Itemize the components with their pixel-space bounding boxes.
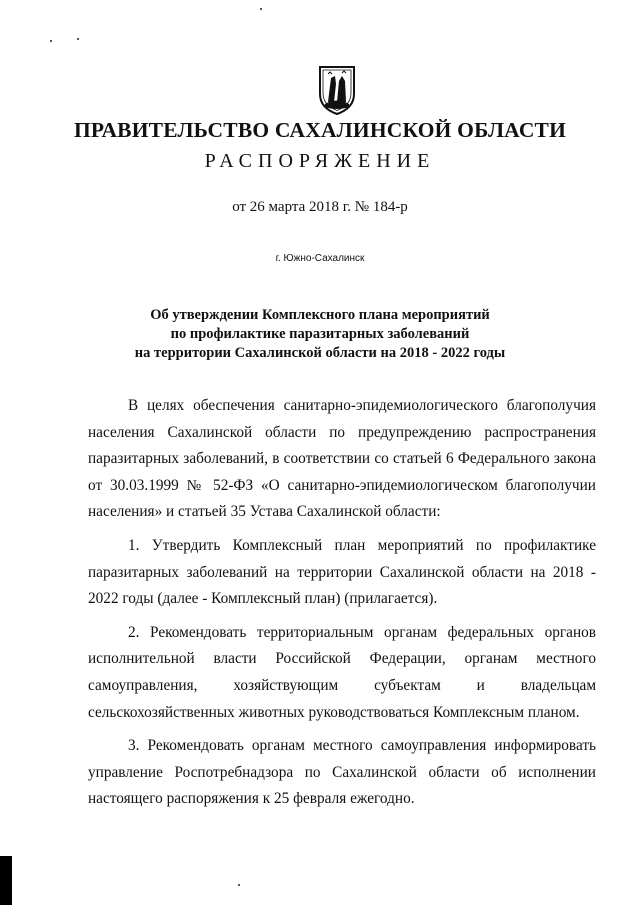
document-subject (60, 306, 580, 363)
coat-of-arms-icon (316, 64, 358, 116)
item-paragraph: 3. Рекомендовать органам местного самоуправления информировать управление Роспотребнадзора по Сахалинской области об исполнении настоящего распоряжения к 25 февраля ежегодно. (88, 737, 596, 808)
subject-line: Об утверждении Комплексного плана мероприятий (150, 307, 490, 323)
scan-speck (77, 38, 79, 40)
document-body (88, 393, 596, 813)
city-line: г. Южно-Сахалинск (275, 253, 365, 264)
scan-speck (50, 40, 52, 42)
subject-line: на территории Сахалинской области на 2018 - 2022 годы (134, 345, 506, 361)
scan-speck (260, 8, 262, 10)
scan-edge-mark (0, 856, 12, 905)
organization-title: ПРАВИТЕЛЬСТВО САХАЛИНСКОЙ ОБЛАСТИ (73, 118, 567, 142)
item-paragraph: 1. Утвердить Комплексный план мероприятий по профилактике паразитарных заболеваний на территории Сахалинской области на 2018 - 2022 годы (далее - Комплексный план) (прилагается). (88, 536, 596, 608)
document-type: РАСПОРЯЖЕНИЕ (204, 150, 436, 172)
date-number: от 26 марта 2018 г. № 184-р (232, 199, 408, 215)
item-paragraph: 2. Рекомендовать территориальным органам федеральных органов исполнительной власти Российской Федерации, органам местного самоуправления, хозяйствующим субъектам и владельцам сельскохозяйственных животных руководствоваться Комплексным планом. (88, 623, 596, 721)
preamble-paragraph: В целях обеспечения санитарно-эпидемиологического благополучия населения Сахалинской области по предупреждению распространения паразитарных заболеваний, в соответствии со статьей 6 Федерального закона от 30.03.1999 № 52-ФЗ «О санитарно-эпидемиологическом благополучии населения» и статьей 35 Устава Сахалинской области: (88, 397, 596, 521)
scan-speck (238, 884, 240, 886)
subject-line: по профилактике паразитарных заболеваний (170, 326, 470, 342)
